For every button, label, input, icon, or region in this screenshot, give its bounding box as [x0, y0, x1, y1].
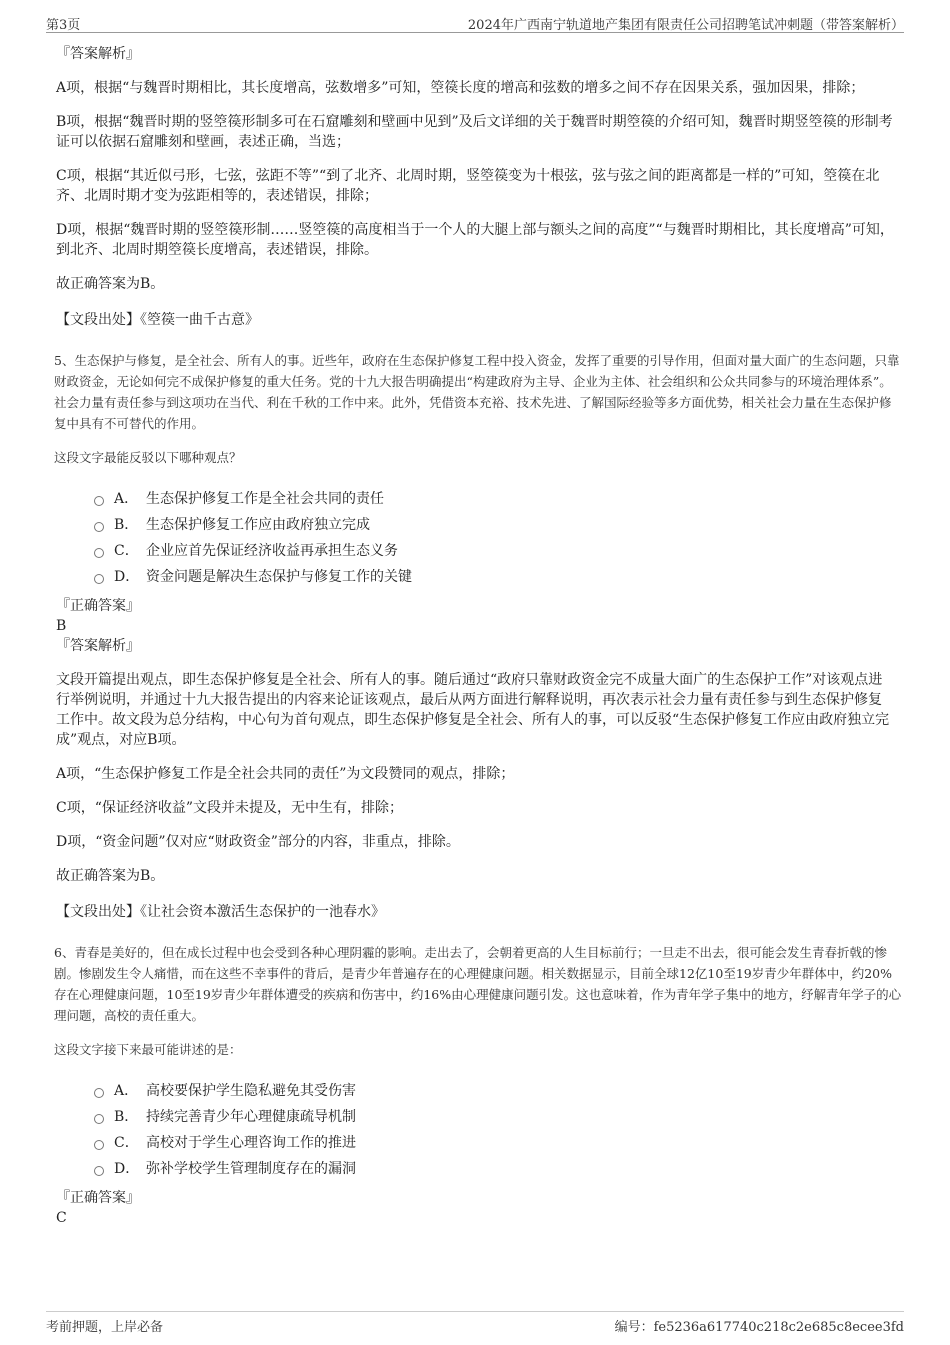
option-text: 高校要保护学生隐私避免其受伤害 — [146, 1083, 356, 1099]
option-letter: B． — [114, 517, 139, 533]
question-5-prompt: 这段文字最能反驳以下哪种观点？ — [54, 450, 242, 465]
document-id: 编号：fe5236a617740c218c2e685c8ecee3fd — [614, 1320, 904, 1335]
source-citation: 【文段出处】《箜篌一曲千古意》 — [56, 312, 259, 328]
radio-icon[interactable] — [94, 522, 104, 532]
page-content — [54, 44, 902, 1228]
radio-icon[interactable] — [94, 574, 104, 584]
option-b[interactable] — [94, 1104, 894, 1130]
radio-icon[interactable] — [94, 1088, 104, 1098]
option-text: 弥补学校学生管理制度存在的漏洞 — [146, 1161, 356, 1177]
analysis-conclusion: 故正确答案为B。 — [56, 276, 165, 292]
page-number: 第3页 — [46, 18, 81, 33]
footer-slogan: 考前押题，上岸必备 — [46, 1320, 164, 1335]
correct-answer: C — [56, 1210, 67, 1226]
option-d[interactable] — [94, 564, 894, 590]
option-text: 资金问题是解决生态保护与修复工作的关键 — [146, 569, 412, 585]
option-letter: D． — [114, 569, 140, 585]
analysis-paragraph: 文段开篇提出观点，即生态保护修复是全社会、所有人的事。随后通过“政府只靠财政资金完不成量大面广的生态保护工作”对该观点进行举例说明，并通过十九大报告提出的内容来论证该观点，最后从两方面进行解释说明，再次表示社会力量有责任参与到生态保护修复工作中。故文段为总分结构，中心句为首句观点，即生态保护修复是全社会、所有人的事，可以反驳“生态保护修复工作应由政府独立完成”观点，对应B项。 — [56, 672, 890, 748]
option-letter: A． — [114, 1083, 139, 1099]
radio-icon[interactable] — [94, 548, 104, 558]
option-d[interactable] — [94, 1156, 894, 1182]
analysis-paragraph: C项，“保证经济收益”文段并未提及，无中生有，排除； — [56, 800, 404, 816]
option-text: 生态保护修复工作应由政府独立完成 — [146, 517, 370, 533]
analysis-label: 『答案解析』 — [56, 46, 140, 62]
document-title: 2024年广西南宁轨道地产集团有限责任公司招聘笔试冲刺题（带答案解析） — [467, 18, 904, 33]
question-5-text: 5、生态保护与修复，是全社会、所有人的事。近些年，政府在生态保护修复工程中投入资金，发挥了重要的引导作用，但面对量大面广的生态问题，只靠财政资金，无论如何完不成保护修复的重大任务。党的十九大报告明确提出“构建政府为主导、企业为主体、社会组织和公众共同参与的环境治理体系”。社会力量有责任参与到这项功在当代、利在千秋的工作中来。此外，凭借资本充裕、技术先进、了解国际经验等多方面优势，相关社会力量在生态保护修复中具有不可替代的作用。 — [54, 353, 900, 431]
option-c[interactable] — [94, 1130, 894, 1156]
option-letter: C． — [114, 543, 139, 559]
analysis-conclusion: 故正确答案为B。 — [56, 868, 165, 884]
page-footer — [46, 1311, 904, 1338]
option-text: 企业应首先保证经济收益再承担生态义务 — [146, 543, 398, 559]
radio-icon[interactable] — [94, 496, 104, 506]
analysis-paragraph: B项，根据“魏晋时期的竖箜篌形制多可在石窟雕刻和壁画中见到”及后文详细的关于魏晋时期箜篌的介绍可知，魏晋时期竖箜篌的形制考证可以依据石窟雕刻和壁画，表述正确，当选； — [56, 114, 893, 150]
analysis-paragraph: D项，“资金问题”仅对应“财政资金”部分的内容，非重点，排除。 — [56, 834, 460, 850]
option-b[interactable] — [94, 512, 894, 538]
analysis-paragraph: A项，根据“与魏晋时期相比，其长度增高，弦数增多”可知，箜篌长度的增高和弦数的增多之间不存在因果关系，强加因果，排除； — [56, 80, 865, 96]
option-text: 高校对于学生心理咨询工作的推进 — [146, 1135, 356, 1151]
radio-icon[interactable] — [94, 1114, 104, 1124]
option-a[interactable] — [94, 1078, 894, 1104]
question-5-options — [94, 486, 894, 590]
correct-answer-label: 『正确答案』 — [56, 1190, 140, 1206]
option-text: 生态保护修复工作是全社会共同的责任 — [146, 491, 384, 507]
question-6-text: 6、青春是美好的，但在成长过程中也会受到各种心理阴霾的影响。走出去了，会朝着更高的人生目标前行；一旦走不出去，很可能会发生青春折戟的惨剧。惨剧发生令人痛惜，而在这些不幸事件的背后，是青少年普遍存在的心理健康问题。相关数据显示，目前全球12亿10至19岁青少年群体中，约20%存在心理健康问题，10至19岁青少年群体遭受的疾病和伤害中，约16%由心理健康问题引发。这也意味着，作为青年学子集中的地方，纾解青年学子的心理问题，高校的责任重大。 — [54, 945, 902, 1023]
question-6-prompt: 这段文字接下来最可能讲述的是： — [54, 1042, 242, 1057]
source-citation: 【文段出处】《让社会资本激活生态保护的一池春水》 — [56, 904, 385, 920]
correct-answer: B — [56, 618, 67, 634]
analysis-paragraph: D项，根据“魏晋时期的竖箜篌形制……竖箜篌的高度相当于一个人的大腿上部与额头之间的高度”“与魏晋时期相比，其长度增高”可知，到北齐、北周时期箜篌长度增高，表述错误，排除。 — [56, 222, 894, 258]
analysis-paragraph: C项，根据“其近似弓形，七弦，弦距不等”“到了北齐、北周时期，竖箜篌变为十根弦，弦与弦之间的距离都是一样的”可知，箜篌在北齐、北周时期才变为弦距相等的，表述错误，排除； — [56, 168, 880, 204]
option-letter: D． — [114, 1161, 140, 1177]
question-6-options — [94, 1078, 894, 1182]
analysis-label: 『答案解析』 — [56, 638, 140, 654]
option-letter: C． — [114, 1135, 139, 1151]
radio-icon[interactable] — [94, 1166, 104, 1176]
page-header — [46, 14, 904, 33]
radio-icon[interactable] — [94, 1140, 104, 1150]
option-c[interactable] — [94, 538, 894, 564]
option-a[interactable] — [94, 486, 894, 512]
option-letter: A． — [114, 491, 139, 507]
analysis-paragraph: A项，“生态保护修复工作是全社会共同的责任”为文段赞同的观点，排除； — [56, 766, 515, 782]
correct-answer-label: 『正确答案』 — [56, 598, 140, 614]
option-text: 持续完善青少年心理健康疏导机制 — [146, 1109, 356, 1125]
option-letter: B． — [114, 1109, 139, 1125]
